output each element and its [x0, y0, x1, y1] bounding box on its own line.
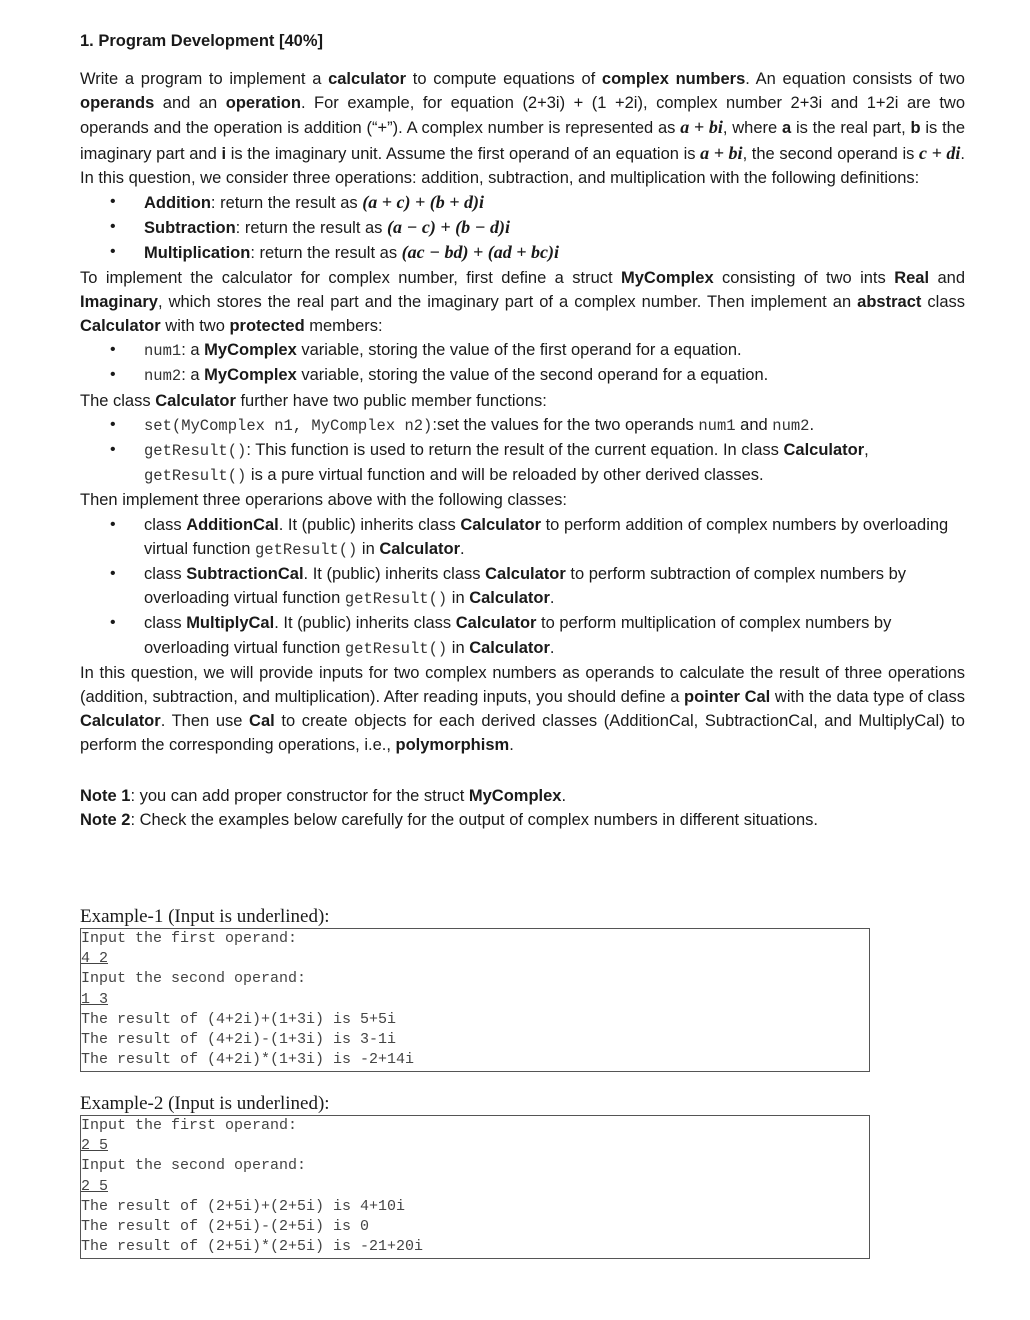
math-a-bi: a + bi [680, 117, 723, 138]
math-c-di: c + di [919, 142, 961, 163]
console-input: 1 3 [81, 990, 109, 1008]
list-item: • Subtraction: return the result as (a − c) + (b − d)i [80, 215, 965, 240]
list-item: • class MultiplyCal. It (public) inherits class Calculator to perform multiplication of complex numbers by overloading virtual function getResult() in Calculator. [80, 611, 965, 660]
section-title: 1. Program Development [40%] [80, 32, 323, 50]
console-line: The result of (2+5i)-(2+5i) is 0 [81, 1218, 370, 1236]
implementation-intro: Then implement three operarions above with the following classes: [80, 491, 568, 510]
console-line: The result of (4+2i)+(1+3i) is 5+5i [81, 1010, 397, 1028]
formula: (ac − bd) + (ad + bc)i [401, 242, 560, 263]
console-line: The result of (4+2i)-(1+3i) is 3-1i [81, 1031, 397, 1049]
example-title: Example-2 (Input is underlined): [80, 1093, 330, 1114]
console-line: Input the second operand: [81, 970, 307, 988]
console-output-box [80, 928, 870, 1072]
notes [80, 784, 965, 832]
console-line: The result of (2+5i)+(2+5i) is 4+10i [81, 1197, 406, 1215]
math-a-bi-2: a + bi [700, 142, 743, 163]
list-item: • set(MyComplex n1, MyComplex n2):set the values for the two operands num1 and num2. [80, 413, 965, 438]
functions-list [80, 413, 965, 489]
console-line: The result of (4+2i)*(1+3i) is -2+14i [81, 1051, 415, 1069]
list-item: • Multiplication: return the result as (ac − bd) + (ad + bc)i [80, 240, 965, 265]
members-list [80, 338, 965, 388]
note-2: Note 2: Check the examples below carefully for the output of complex numbers in different situations. [80, 810, 818, 829]
example-title: Example-1 (Input is underlined): [80, 906, 330, 927]
list-item: • num1: a MyComplex variable, storing the value of the first operand for a equation. [80, 338, 965, 363]
console-line: Input the second operand: [81, 1157, 307, 1175]
note-1: Note 1: you can add proper constructor for the struct MyComplex. [80, 786, 567, 805]
struct-paragraph: To implement the calculator for complex number, first define a struct MyComplex consisting of two ints Real and Imaginary, which stores the real part and the imaginary part of a complex number. Then implement an abstract class Calculator with two protected members: [80, 268, 965, 336]
list-item: • getResult(): This function is used to return the result of the current equation. In class Calculator, getResult() is a pure virtual function and will be reloaded by other derived classes. [80, 438, 965, 488]
console-line: The result of (2+5i)*(2+5i) is -21+20i [81, 1238, 424, 1256]
console-input: 4 2 [81, 950, 109, 968]
document-body [80, 32, 965, 832]
operations-list [80, 190, 965, 266]
console-input: 2 5 [81, 1137, 109, 1155]
functions-intro: The class Calculator further have two public member functions: [80, 391, 547, 410]
list-item: • num2: a MyComplex variable, storing the value of the second operand for a equation. [80, 363, 965, 388]
console-line: Input the first operand: [81, 1117, 298, 1134]
list-item: • Addition: return the result as (a + c) + (b + d)i [80, 190, 965, 215]
example-2 [80, 1093, 870, 1259]
intro-paragraph: Write a program to implement a calculator to compute equations of complex numbers. An equation consists of two operands and an operation. For example, for equation (2+3i) + (1 +2i), complex number 2+3i and 1+2i are two operands and the operation is addition (“+”). A complex number is represented as a + bi, where a is the real part, b is the imaginary part and i is the imaginary unit. Assume the first operand of an equation is a + bi, the second operand is c + di. In this question, we consider three operations: addition, subtraction, and multiplication with the following definitions: [80, 70, 966, 187]
console-output-box [80, 1115, 870, 1259]
formula: (a − c) + (b − d)i [387, 217, 511, 238]
example-1 [80, 906, 870, 1072]
console-input: 2 5 [81, 1177, 109, 1195]
polymorphism-paragraph: In this question, we will provide inputs for two complex numbers as operands to calculate the result of three operations (addition, subtraction, and multiplication). After reading inputs, you should define a pointer Cal with the data type of class Calculator. Then use Cal to create objects for each derived classes (AdditionCal, SubtractionCal, and MultiplyCal) to perform the corresponding operations, i.e., polymorphism. [80, 663, 965, 755]
list-item: • class SubtractionCal. It (public) inherits class Calculator to perform subtraction of complex numbers by overloading virtual function getResult() in Calculator. [80, 562, 965, 611]
classes-list [80, 513, 965, 661]
list-item: • class AdditionCal. It (public) inherits class Calculator to perform addition of complex numbers by overloading virtual function getResult() in Calculator. [80, 513, 965, 562]
console-line: Input the first operand: [81, 930, 298, 947]
formula: (a + c) + (b + d)i [362, 192, 484, 213]
